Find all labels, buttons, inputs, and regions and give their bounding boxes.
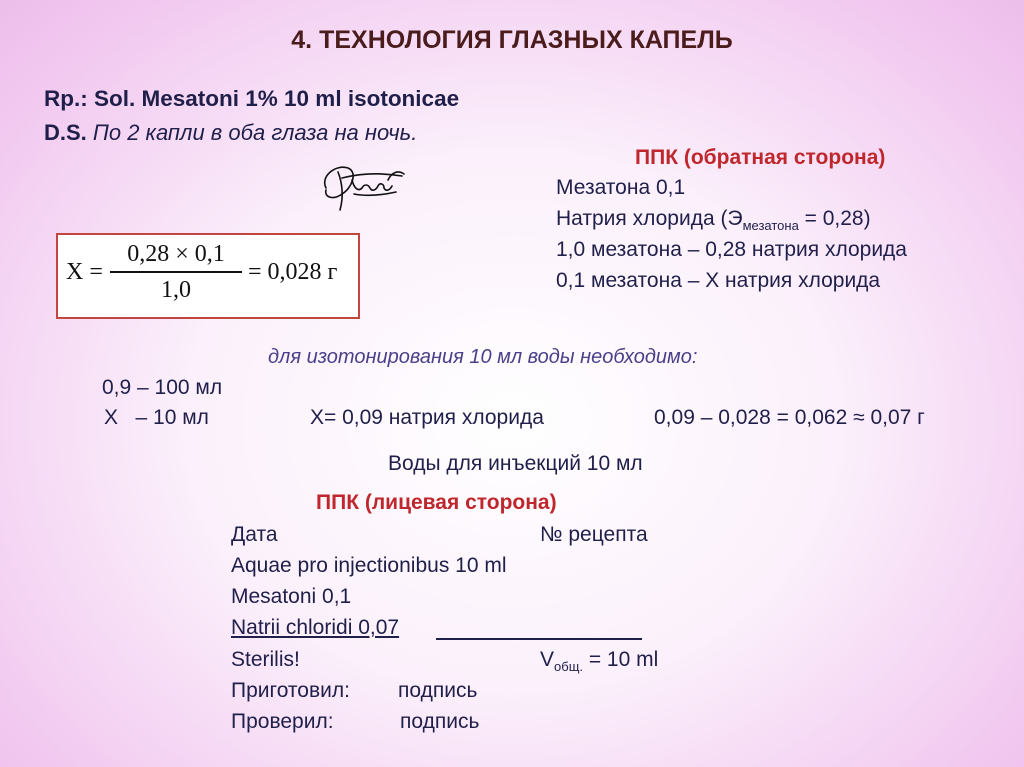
isotonic-row-2-left: Х – 10 мл (104, 406, 209, 429)
ppk-back-line-4: 0,1 мезатона – Х натрия хлорида (556, 269, 881, 292)
isotonic-heading: для изотонирования 10 мл воды необходимо: (268, 346, 698, 368)
formula-rhs: = 0,028 г (248, 259, 338, 285)
line2-post: = 0,28) (798, 207, 871, 230)
formula-fraction (110, 241, 242, 304)
ppk-front-heading: ППК (лицевая сторона) (316, 491, 557, 514)
ppk-checked-label: Проверил: (231, 710, 334, 733)
ppk-prepared-signature: подпись (398, 679, 478, 702)
ppk-date: Дата (231, 523, 278, 546)
ppk-checked-signature: подпись (400, 710, 480, 733)
page-title: 4. ТЕХНОЛОГИЯ ГЛАЗНЫХ КАПЕЛЬ (291, 26, 733, 54)
equivalent-subscript: мезатона (742, 218, 799, 234)
prescription-rp: Rp.: Sol. Mesatoni 1% 10 ml isotonicae (44, 86, 460, 111)
ppk-natrii: Natrii chloridi 0,07 (231, 616, 400, 639)
ppk-prepared-label: Приготовил: (231, 679, 350, 702)
formula-box (56, 233, 360, 319)
isotonic-row-2-right: 0,09 – 0,028 = 0,062 ≈ 0,07 г (654, 406, 925, 429)
ppk-sterilis: Sterilis! (231, 648, 300, 671)
ppk-recipe-number: № рецепта (540, 523, 648, 546)
formula-denominator: 1,0 (161, 277, 191, 303)
formula-numerator: 0,28 × 0,1 (127, 241, 225, 267)
line2-pre: Натрия хлорида (Э (556, 207, 743, 230)
ppk-mesatoni: Mesatoni 0,1 (231, 585, 352, 608)
ds-text: По 2 капли в оба глаза на ночь. (92, 120, 418, 145)
v-pre: V (540, 648, 555, 671)
ppk-back-line-3: 1,0 мезатона – 0,28 натрия хлорида (556, 238, 907, 261)
water-line: Воды для инъекций 10 мл (388, 452, 643, 475)
formula-lhs: X = (66, 259, 103, 285)
isotonic-row-2-mid: Х= 0,09 натрия хлорида (310, 406, 544, 429)
v-subscript: общ. (554, 659, 583, 675)
ppk-total-volume (540, 648, 658, 674)
ppk-aquae: Aquae pro injectionibus 10 ml (231, 554, 507, 577)
isotonic-row-1: 0,9 – 100 мл (102, 376, 223, 399)
underline-rule (436, 638, 642, 640)
fraction-bar (110, 271, 242, 273)
ppk-back-heading: ППК (обратная сторона) (635, 146, 886, 169)
signature-image (318, 158, 410, 219)
ppk-back-line-2 (556, 207, 871, 233)
ds-prefix: D.S. (44, 120, 87, 145)
ppk-back-line-1: Мезатона 0,1 (556, 176, 686, 199)
v-post: = 10 ml (583, 648, 659, 671)
prescription-ds (44, 120, 417, 146)
